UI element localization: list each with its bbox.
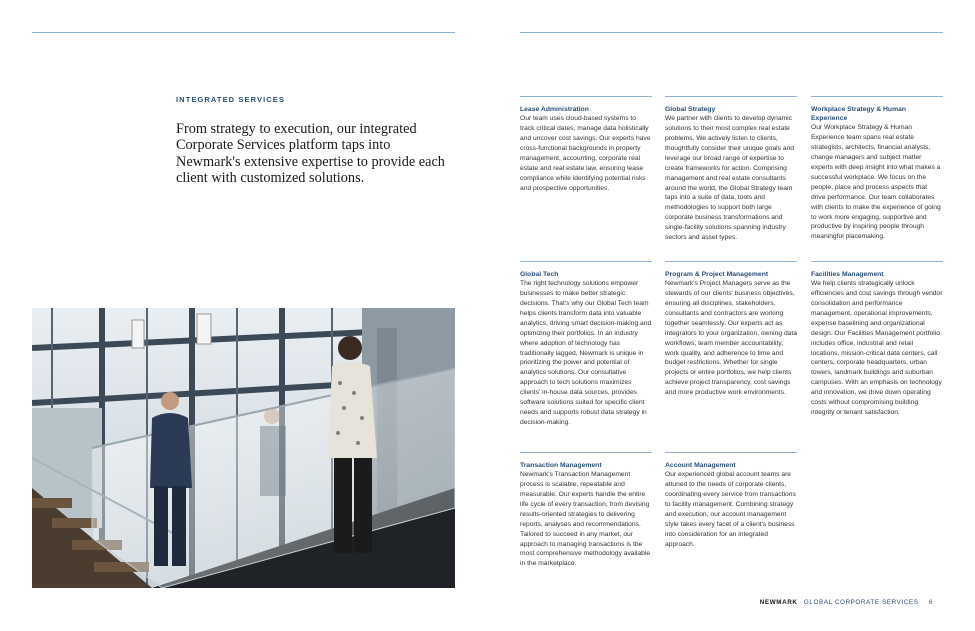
service-body: Newmark's Transaction Management process is scalable, repeatable and measurable. Our experts handle the entire life cycle of every transaction, from devising results-oriented strategies to delivering reports, analyses and recommendations. Tailored to succeed in any market, our approach to managing transactions is the most comprehensive methodology available in the marketplace. [520, 471, 651, 568]
service-lease-administration [520, 96, 652, 193]
service-title: Account Management [665, 462, 736, 469]
service-body: Our Workplace Strategy & Human Experience team spans real estate strategists, architects, financial analysts, change managers and subject matter experts with deep insight into what makes a successful workplace. We focus on the people, place and process aspects that drive performance. Our team collaborates with clients to make the experience of going to work more engaging, supportive and productive by inspiring people through meaningful placemaking. [811, 124, 941, 241]
service-global-strategy [665, 96, 797, 243]
service-title: Transaction Management [520, 462, 602, 469]
service-title: Program & Project Management [665, 271, 769, 278]
footer-brand: NEWMARK [759, 599, 798, 606]
section-eyebrow: INTEGRATED SERVICES [176, 95, 285, 104]
service-program-project-management [665, 261, 797, 398]
service-title: Global Strategy [665, 106, 716, 113]
service-account-management [665, 452, 797, 549]
service-title: Lease Administration [520, 106, 589, 113]
service-body: Newmark's Project Managers serve as the stewards of our clients' business objectives, ensuring all disciplines, stakeholders, consultants and contractors are working together seamlessly. Our experts act as integrators to your organization, owning data workflows, team member accountability, work quality, and adherence to time and budget restrictions. Whether for single projects or entire portfolios, we help clients achieve project transparency, cost savings and more productive work environments. [665, 280, 797, 397]
service-body: We partner with clients to develop dynamic solutions to their most complex real estate problems. We actively listen to clients, thoughtfully consider their unique goals and leverage our broad range of expertise to create frameworks for action. Comprising management and real estate consultants around the world, the Global Strategy team taps into a suite of data, tools and methodologies to support both large corporate business transformations and single-facility solutions spanning industry sectors and asset types. [665, 115, 795, 242]
service-body: Our team uses cloud-based systems to track critical dates, manage data holistically and uncover cost savings. Our experts have cross-functional backgrounds in property management, accounting, corporate real estate and real estate law, ensuring lease compliance while identifying potential risks and prospective opportunities. [520, 115, 651, 192]
service-workplace-strategy [811, 96, 943, 242]
service-global-tech [520, 261, 652, 428]
top-rule-right [520, 32, 943, 33]
service-transaction-management [520, 452, 652, 569]
service-title: Facilities Management [811, 271, 884, 278]
service-title: Workplace Strategy & Human Experience [811, 106, 907, 123]
service-body: The right technology solutions empower businesses to make better strategic decisions. That's why our Global Tech team helps clients transform data into valuable analytics, driving smart decision-making and optimizing their portfolios. In an industry where adoption of technology has traditionally lagged, Newmark is unique in prioritizing the power and potential of analytics solutions. Our consultative approach to tech solutions maximizes clients' in-house data sources, provides software solutions suited for specific client needs and supports robust data strategy in decision-making. [520, 280, 652, 426]
intro-headline: From strategy to execution, our integrated Corporate Services platform taps into Newmark's extensive expertise to provide each client with customized solutions. [176, 121, 445, 186]
page-number: 6 [928, 599, 933, 606]
footer-section: GLOBAL CORPORATE SERVICES [803, 599, 919, 606]
top-rule-left [32, 32, 455, 33]
page-footer [760, 599, 933, 606]
service-title: Global Tech [520, 271, 559, 278]
service-body: We help clients strategically unlock efficiencies and cost savings through vendor consolidation and performance management, operational improvements, expense baselining and organizational design. Our Facilities Management portfolio includes office, industrial and retail locations, mission-critical data centers, call centers, corporate headquarters, urban towers, landmark buildings and suburban campuses. With an emphasis on technology and innovation, we drive down operating costs without compromising building integrity or tenant satisfaction. [811, 280, 943, 416]
office-staircase-photo [32, 308, 455, 588]
service-body: Our experienced global account teams are attuned to the needs of corporate clients, coordinating every service from transactions to facility management. Combining strategy and execution, our account management style takes every facet of a client's business into consideration for an integrated approach. [665, 471, 796, 548]
service-facilities-management [811, 261, 943, 418]
